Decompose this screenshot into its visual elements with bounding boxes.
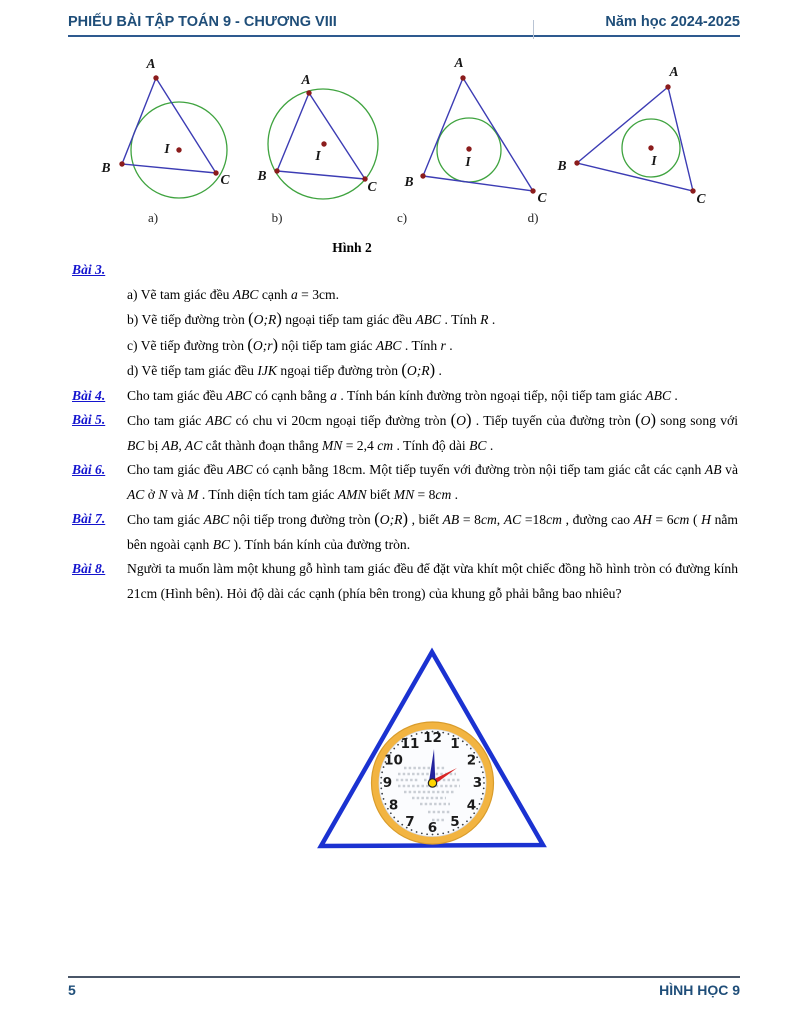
- text: Người ta muốn làm một khung gỗ hình tam giác đều để đặt vừa khít một chiếc đồng hồ hình tròn có đường kính 21cm (Hình bên). Hỏi độ dài các cạnh (phía bên trong) của khung gỗ phải bằng bao nhiêu?: [127, 561, 738, 601]
- clock-number: 10: [384, 752, 403, 769]
- problem-line: [127, 307, 738, 333]
- math-text: AC: [503, 512, 522, 527]
- math-text: M: [187, 486, 199, 502]
- clock-number: 3: [472, 775, 483, 791]
- point-dot: [321, 141, 326, 146]
- math-text: BC: [127, 437, 145, 453]
- panel-tag: d): [527, 210, 539, 225]
- panel-tag: a): [147, 210, 159, 225]
- vertex-label: A: [301, 72, 311, 87]
- text: và: [721, 462, 738, 477]
- text: . Tính: [401, 337, 441, 353]
- minute-dot: [470, 748, 472, 750]
- text: ): [276, 309, 282, 328]
- minute-dot: [416, 733, 418, 735]
- text: = 8: [459, 512, 481, 527]
- minute-dot: [483, 787, 485, 789]
- math-text: ABC: [415, 312, 442, 327]
- text: biết: [366, 486, 394, 502]
- text: .: [488, 312, 496, 327]
- text: = 3cm.: [297, 286, 340, 302]
- math-text: AH: [633, 512, 652, 527]
- math-text: cm: [546, 512, 562, 527]
- point-dot: [306, 90, 311, 95]
- text: ,: [496, 512, 504, 527]
- text: có cạnh bằng 18cm. Một tiếp tuyến với đường tròn nội tiếp tam giác cắt các cạnh: [252, 462, 705, 477]
- clock-number: 8: [388, 797, 399, 814]
- minute-dot: [479, 803, 481, 805]
- text: .: [671, 387, 678, 403]
- math-text: BC: [212, 536, 231, 552]
- clock-number: 9: [382, 775, 393, 791]
- math-text: MN: [393, 486, 415, 502]
- vertex-label: C: [696, 191, 706, 206]
- figure-clock: [290, 645, 575, 860]
- math-text: a: [330, 387, 337, 403]
- math-text: H: [701, 512, 711, 527]
- problem-label: Bài 5.: [72, 412, 106, 427]
- math-text: ABC: [232, 286, 259, 302]
- minute-dot: [476, 756, 478, 758]
- figure-panel: [397, 55, 548, 225]
- math-text: O;R: [379, 512, 403, 527]
- minute-dot: [397, 744, 399, 746]
- math-text: AMN: [337, 486, 367, 502]
- minute-dot: [380, 782, 382, 784]
- text: (: [247, 334, 253, 354]
- point-dot: [153, 75, 158, 80]
- clock-number: 2: [466, 752, 477, 769]
- figure-caption: Hình 2: [332, 240, 372, 255]
- panel-triangle: [423, 78, 533, 191]
- problem-text: [127, 507, 738, 557]
- math-text: ABC: [203, 512, 230, 527]
- minute-dot: [401, 824, 403, 826]
- math-text: BC: [469, 437, 487, 453]
- text: nằm bên ngoài cạnh: [127, 512, 738, 552]
- point-dot: [690, 188, 695, 193]
- minute-dot: [397, 820, 399, 822]
- math-text: ABC: [226, 462, 253, 477]
- point-dot: [420, 173, 425, 178]
- text: (: [635, 410, 641, 429]
- text: ): [429, 360, 436, 379]
- minute-dot: [381, 771, 383, 773]
- header-divider: [533, 20, 534, 39]
- text: (: [248, 309, 254, 328]
- problems-list: [72, 258, 738, 606]
- math-text: ABC: [645, 387, 672, 403]
- vertex-label: C: [367, 179, 377, 194]
- text: có chu vi 20cm ngoại tiếp đường tròn: [231, 413, 451, 428]
- point-dot: [460, 75, 465, 80]
- vertex-label: I: [164, 141, 170, 156]
- text: bị: [144, 437, 162, 453]
- minute-dot: [481, 766, 483, 768]
- figure-panel: [100, 56, 230, 225]
- clock-number: 11: [400, 736, 420, 753]
- clock-hub: [428, 779, 436, 787]
- text: (: [689, 512, 702, 527]
- text: .: [435, 363, 442, 378]
- point-dot: [530, 188, 535, 193]
- math-text: O;r: [252, 337, 273, 353]
- point-dot: [176, 147, 181, 152]
- math-text: AB, AC: [161, 437, 203, 453]
- text: nội tiếp trong đường tròn: [229, 512, 375, 527]
- vertex-label: A: [146, 56, 156, 71]
- text: . Tính độ dài: [393, 437, 470, 453]
- text: (: [401, 360, 407, 379]
- math-text: r: [440, 337, 446, 353]
- problem: [72, 557, 738, 606]
- clock-number: 7: [405, 813, 415, 830]
- panel-triangle: [122, 78, 216, 173]
- text: .: [445, 337, 453, 353]
- problem-label: Bài 6.: [72, 462, 106, 477]
- problem: [72, 458, 738, 507]
- math-text: cm: [435, 486, 452, 502]
- point-dot: [648, 145, 653, 150]
- minute-dot: [442, 832, 444, 834]
- minute-dot: [383, 798, 385, 800]
- vertex-label: A: [454, 55, 464, 70]
- math-text: AB: [442, 512, 460, 527]
- minute-dot: [416, 831, 418, 833]
- text: = 8: [414, 486, 436, 502]
- minute-dot: [462, 824, 464, 826]
- math-text: O: [456, 413, 466, 428]
- panel-tag: b): [271, 210, 283, 225]
- text: ngoại tiếp tam giác đều: [281, 312, 416, 327]
- problem: [72, 408, 738, 458]
- math-text: AC: [127, 486, 145, 502]
- point-dot: [119, 161, 124, 166]
- point-dot: [274, 168, 279, 173]
- minute-dot: [481, 798, 483, 800]
- figure-panel: [256, 72, 378, 225]
- vertex-label: B: [101, 160, 111, 175]
- math-text: a: [290, 286, 298, 302]
- math-text: cm: [673, 512, 690, 527]
- text: (: [450, 410, 457, 429]
- minute-dot: [448, 831, 450, 833]
- math-text: MN: [321, 437, 343, 453]
- math-text: ABC: [225, 387, 252, 403]
- minute-dot: [483, 777, 485, 779]
- problem-label: Bài 8.: [72, 561, 106, 576]
- minute-dot: [483, 782, 485, 784]
- problem-text: [127, 408, 738, 458]
- text: . Tính bán kính đường tròn ngoại tiếp, nội tiếp tam giác: [336, 387, 646, 403]
- text: ở: [144, 486, 159, 502]
- figure-hinh2-panels: [0, 50, 792, 235]
- math-text: ABC: [375, 337, 402, 353]
- text: và: [167, 486, 188, 502]
- page-number: 5: [68, 982, 76, 998]
- point-dot: [665, 84, 670, 89]
- vertex-label: B: [404, 174, 414, 189]
- problem: [72, 507, 738, 557]
- clock-number: 5: [450, 813, 460, 830]
- text: ): [272, 334, 279, 354]
- problem-text: [127, 557, 738, 606]
- minute-dot: [385, 803, 387, 805]
- text: ). Tính bán kính của đường tròn.: [230, 536, 411, 552]
- text: , biết: [407, 512, 443, 527]
- vertex-label: I: [651, 153, 657, 168]
- vertex-label: B: [257, 168, 267, 183]
- minute-dot: [482, 771, 484, 773]
- minute-dot: [462, 740, 464, 742]
- minute-dot: [393, 817, 395, 819]
- math-text: O: [640, 413, 651, 428]
- minute-dot: [476, 808, 478, 810]
- vertex-label: I: [315, 148, 321, 163]
- math-text: cm: [480, 512, 497, 527]
- clock-number: 12: [423, 730, 442, 746]
- panel-tag: c): [396, 210, 408, 225]
- text: Cho tam giác: [127, 512, 204, 527]
- text: . Tính: [441, 312, 481, 327]
- text: ngoại tiếp đường tròn: [277, 363, 402, 378]
- minute-dot: [482, 793, 484, 795]
- problem-label: Bài 3.: [72, 262, 106, 277]
- math-text: AB: [704, 462, 722, 477]
- vertex-label: I: [465, 154, 471, 169]
- text: , đường cao: [561, 512, 634, 527]
- math-text: ABC: [205, 413, 232, 428]
- minute-dot: [437, 833, 439, 835]
- vertex-label: A: [669, 64, 679, 79]
- text: có cạnh bằng: [251, 387, 331, 403]
- math-text: cm: [377, 437, 394, 453]
- minute-dot: [479, 761, 481, 763]
- problem: [72, 258, 738, 384]
- text: .: [451, 486, 459, 502]
- minute-dot: [381, 793, 383, 795]
- problem-label: Bài 4.: [72, 387, 106, 403]
- page-footer: [68, 976, 740, 998]
- problem-line: [127, 283, 738, 308]
- problem-line: [127, 358, 738, 384]
- vertex-label: B: [557, 158, 567, 173]
- minute-dot: [470, 817, 472, 819]
- panel-triangle: [277, 93, 365, 179]
- minute-dot: [448, 733, 450, 735]
- text: c) Vẽ tiếp đường tròn: [127, 337, 248, 353]
- text: . Tính diện tích tam giác: [198, 486, 338, 502]
- panel-triangle: [577, 87, 693, 191]
- problem-text: [127, 384, 738, 409]
- figure-panel: [528, 64, 707, 225]
- text: ): [466, 410, 472, 429]
- page-header: [68, 14, 740, 37]
- vertex-label: C: [220, 172, 230, 187]
- clock-number: 1: [450, 736, 460, 753]
- text: = 6: [651, 512, 674, 527]
- text: b) Vẽ tiếp đường tròn: [127, 312, 249, 327]
- minute-dot: [442, 732, 444, 734]
- problem-label: Bài 7.: [72, 511, 106, 526]
- text: (: [374, 509, 380, 528]
- footer-subject: HÌNH HỌC 9: [659, 982, 740, 998]
- math-text: O;R: [406, 363, 430, 378]
- text: a) Vẽ tam giác đều: [127, 286, 233, 302]
- text: = 2,4: [342, 437, 378, 453]
- point-dot: [213, 170, 218, 175]
- math-text: R: [480, 312, 489, 327]
- point-dot: [466, 146, 471, 151]
- text: d) Vẽ tiếp tam giác đều: [127, 363, 258, 378]
- text: Cho tam giác: [127, 413, 206, 428]
- clock-number: 6: [427, 820, 438, 836]
- header-title: PHIẾU BÀI TẬP TOÁN 9 - CHƯƠNG VIII: [68, 14, 337, 30]
- minute-dot: [393, 748, 395, 750]
- text: cắt thành đoạn thẳng: [202, 437, 322, 453]
- text: Cho tam giác đều: [127, 387, 226, 403]
- problem-line: [127, 333, 738, 359]
- math-text: N: [158, 486, 168, 502]
- text: nội tiếp tam giác: [278, 337, 376, 353]
- minute-dot: [421, 832, 423, 834]
- text: =18: [521, 512, 547, 527]
- minute-dot: [466, 744, 468, 746]
- text: ): [650, 410, 656, 429]
- point-dot: [574, 160, 579, 165]
- vertex-label: C: [537, 190, 547, 205]
- problem: [72, 384, 738, 409]
- minute-dot: [466, 820, 468, 822]
- clock-number: 4: [466, 797, 477, 814]
- header-school-year: Năm học 2024-2025: [605, 14, 740, 30]
- text: Cho tam giác đều: [127, 462, 227, 477]
- text: ): [402, 509, 408, 528]
- text: song song với: [655, 413, 738, 428]
- text: cạnh: [258, 286, 291, 302]
- text: . Tiếp tuyến của đường tròn: [471, 413, 636, 428]
- math-text: O;R: [253, 312, 277, 327]
- math-text: IJK: [257, 363, 277, 378]
- text: .: [486, 437, 494, 453]
- problem-text: [127, 458, 738, 507]
